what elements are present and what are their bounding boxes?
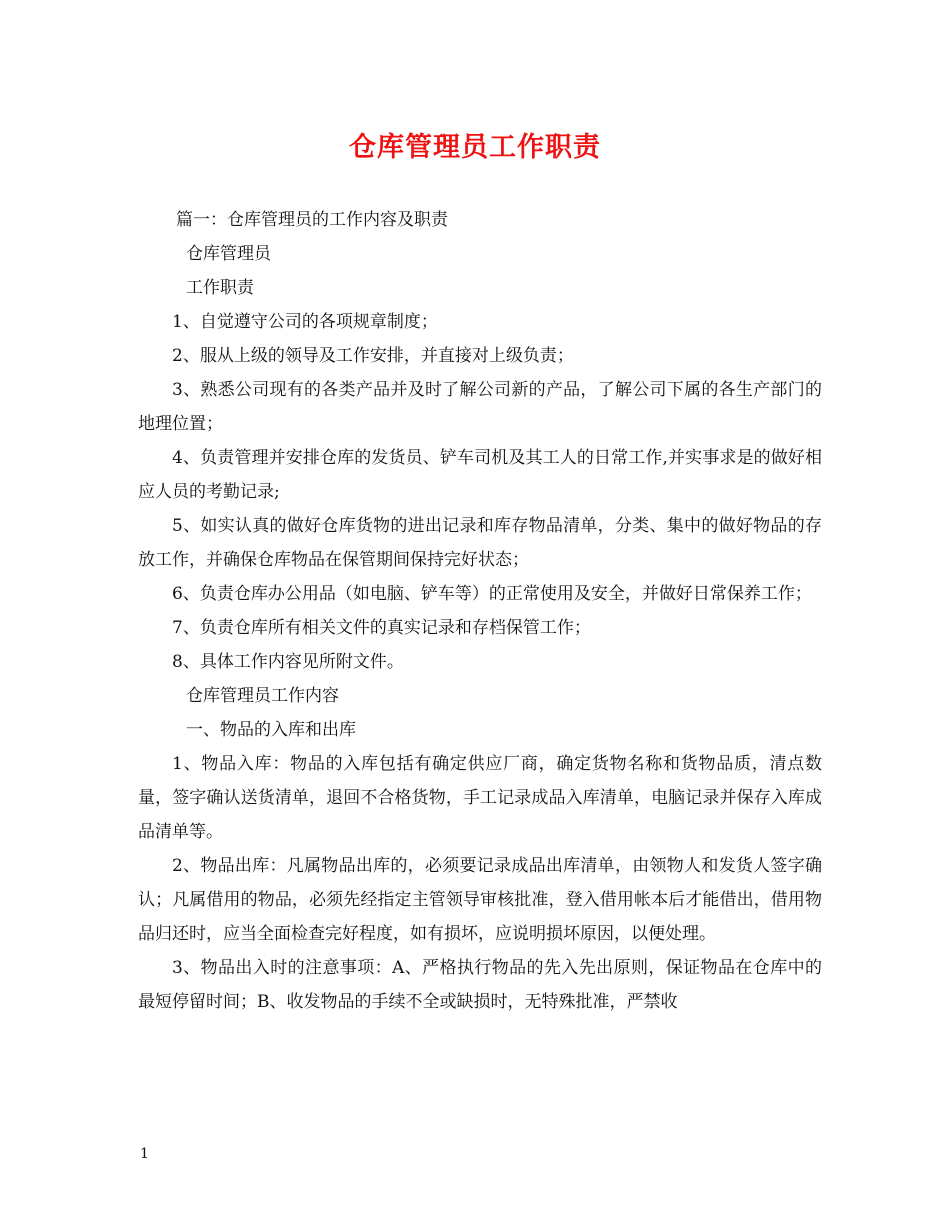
paragraph: 2、服从上级的领导及工作安排，并直接对上级负责； [172,346,574,366]
paragraph: 1、自觉遵守公司的各项规章制度； [172,312,438,332]
subheading: 一、物品的入库和出库 [186,720,356,740]
page-number: 1 [140,1146,149,1162]
section-heading: 篇一：仓库管理员的工作内容及职责 [176,210,448,230]
paragraph: 2、物品出库：凡属物品出库的，必须要记录成品出库清单，由领物人和发货人签字确认；凡属借用的物品，必须先经指定主管领导审核批准，登入借用帐本后才能借出，借用物品归还时，应当全面检查完好程度，如有损坏，应说明损坏原因，以便处理。 [138,856,822,944]
paragraph: 1、物品入库：物品的入库包括有确定供应厂商，确定货物名称和货物品质，清点数量，签字确认送货清单，退回不合格货物，手工记录成品入库清单，电脑记录并保存入库成品清单等。 [138,754,822,842]
paragraph: 8、具体工作内容见所附文件。 [172,652,404,672]
document-title: 仓库管理员工作职责 [349,132,601,163]
subheading: 仓库管理员 [186,244,271,264]
document-body [138,203,822,1019]
paragraph: 6、负责仓库办公用品（如电脑、铲车等）的正常使用及安全，并做好日常保养工作； [172,584,812,604]
paragraph: 3、熟悉公司现有的各类产品并及时了解公司新的产品，了解公司下属的各生产部门的地理位置； [138,380,822,434]
paragraph: 3、物品出入时的注意事项：A、严格执行物品的先入先出原则，保证物品在仓库中的最短停留时间；B、收发物品的手续不全或缺损时，无特殊批准，严禁收 [138,958,822,1012]
subheading: 仓库管理员工作内容 [186,686,339,706]
paragraph: 7、负责仓库所有相关文件的真实记录和存档保管工作； [172,618,591,638]
subheading: 工作职责 [186,278,254,298]
paragraph: 4、负责管理并安排仓库的发货员、铲车司机及其工人的日常工作,并实事求是的做好相应人员的考勤记录; [138,448,822,502]
paragraph: 5、如实认真的做好仓库货物的进出记录和库存物品清单，分类、集中的做好物品的存放工作，并确保仓库物品在保管期间保持完好状态； [138,516,822,570]
